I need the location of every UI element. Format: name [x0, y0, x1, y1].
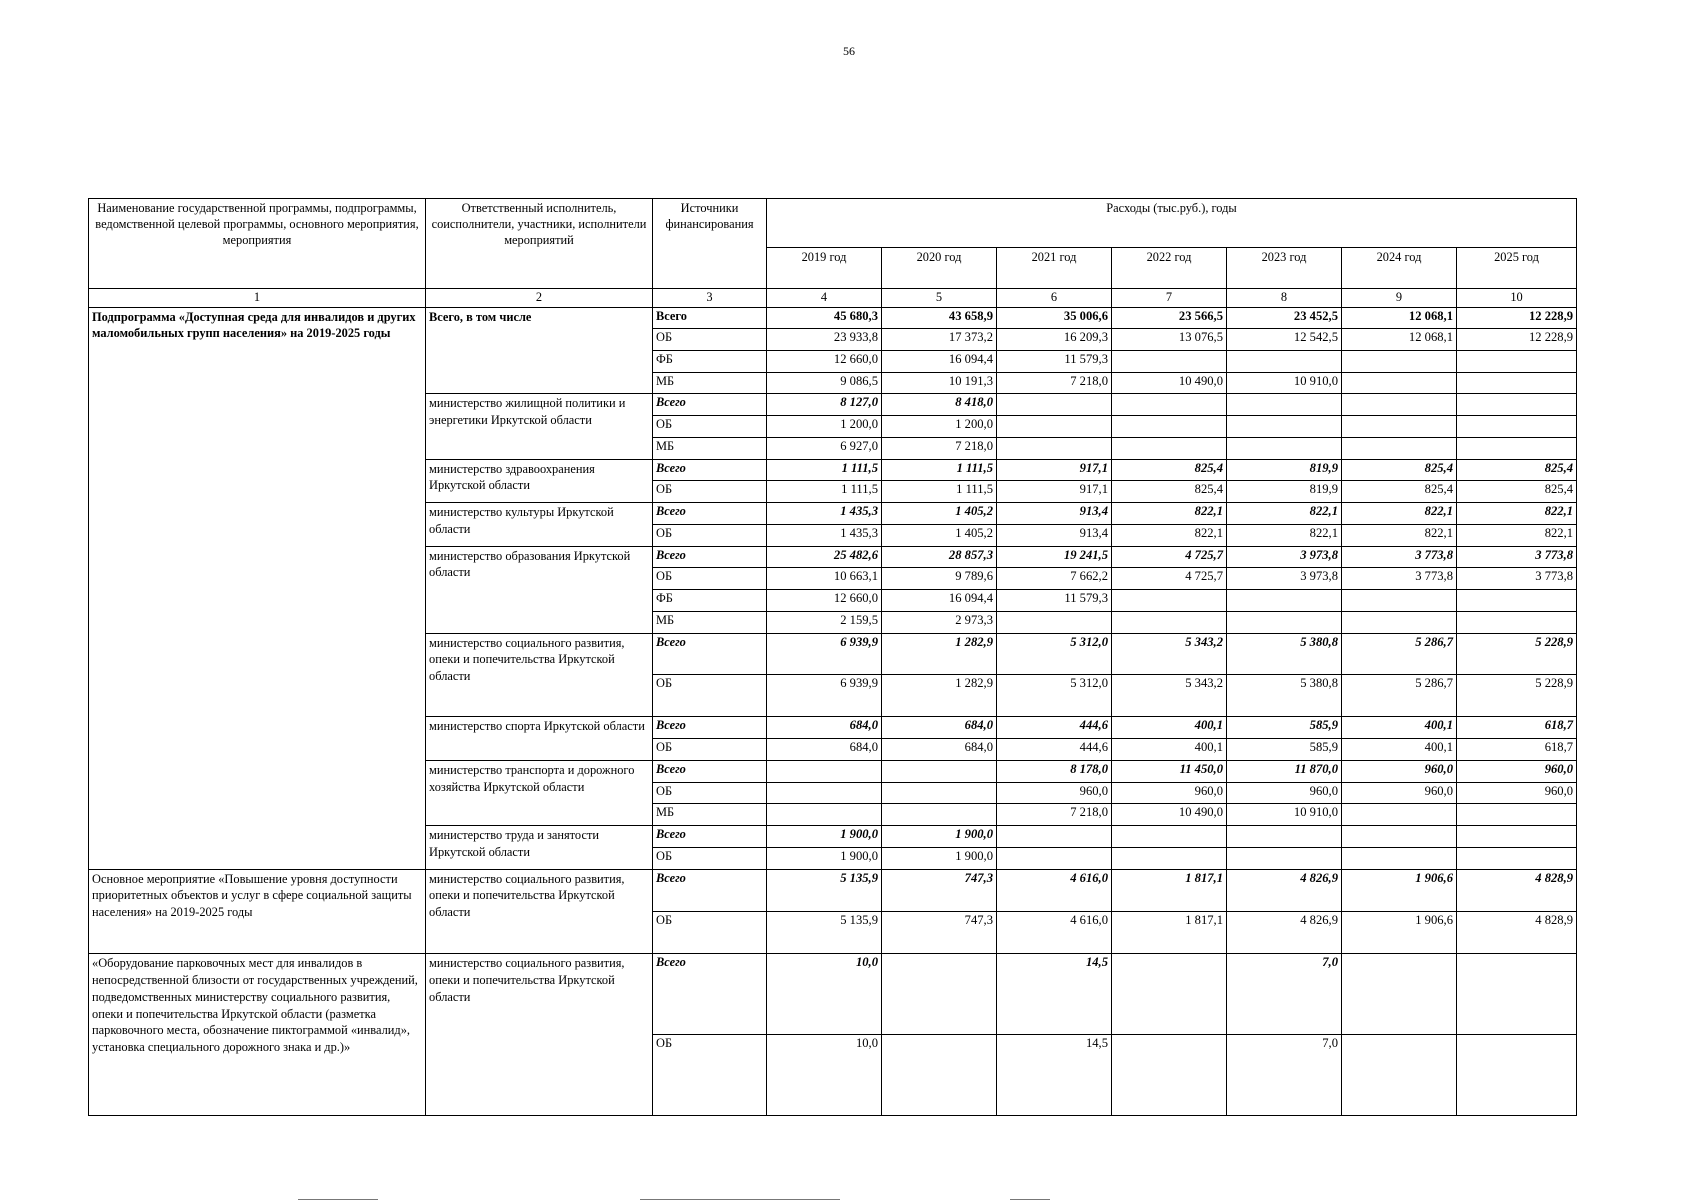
value-cell: 23 566,5: [1112, 307, 1227, 329]
value-cell: 8 418,0: [882, 394, 997, 416]
value-cell: [1457, 394, 1577, 416]
executor-cell: министерство культуры Иркутской области: [426, 503, 653, 546]
executor-cell: министерство транспорта и дорожного хозяйства Иркутской области: [426, 760, 653, 825]
value-cell: 1 900,0: [767, 826, 882, 848]
value-cell: 825,4: [1342, 459, 1457, 481]
value-cell: 4 725,7: [1112, 546, 1227, 568]
value-cell: 3 973,8: [1227, 546, 1342, 568]
value-cell: [1342, 1035, 1457, 1116]
value-cell: 6 927,0: [767, 437, 882, 459]
value-cell: [1457, 372, 1577, 394]
funding-source-cell: Всего: [653, 459, 767, 481]
value-cell: 1 111,5: [767, 481, 882, 503]
value-cell: 1 111,5: [882, 481, 997, 503]
value-cell: [997, 847, 1112, 869]
funding-source-cell: МБ: [653, 611, 767, 633]
executor-cell: министерство социального развития, опеки и попечительства Иркутской области: [426, 633, 653, 717]
header-executor: Ответственный исполнитель, соисполнители, участники, исполнители мероприятий: [426, 199, 653, 289]
value-cell: [1227, 611, 1342, 633]
value-cell: 14,5: [997, 1035, 1112, 1116]
value-cell: 960,0: [1457, 760, 1577, 782]
value-cell: 819,9: [1227, 459, 1342, 481]
program-name-cell: Подпрограмма «Доступная среда для инвалидов и других маломобильных групп населения» на 2019-2025 годы: [89, 307, 426, 869]
value-cell: [1342, 394, 1457, 416]
funding-source-cell: Всего: [653, 546, 767, 568]
value-cell: 960,0: [1112, 782, 1227, 804]
value-cell: 23 452,5: [1227, 307, 1342, 329]
value-cell: 12 660,0: [767, 351, 882, 373]
value-cell: [1112, 847, 1227, 869]
column-number: 3: [653, 289, 767, 308]
value-cell: [1227, 437, 1342, 459]
value-cell: [1227, 847, 1342, 869]
header-year: 2024 год: [1342, 247, 1457, 288]
header-program-name: Наименование государственной программы, подпрограммы, ведомственной целевой программы, основного мероприятия, мероприятия: [89, 199, 426, 289]
value-cell: [1342, 847, 1457, 869]
value-cell: [1342, 590, 1457, 612]
value-cell: 917,1: [997, 481, 1112, 503]
value-cell: 825,4: [1457, 459, 1577, 481]
value-cell: 822,1: [1227, 503, 1342, 525]
column-number: 10: [1457, 289, 1577, 308]
value-cell: 16 209,3: [997, 329, 1112, 351]
header-year: 2021 год: [997, 247, 1112, 288]
value-cell: 9 789,6: [882, 568, 997, 590]
value-cell: [1112, 416, 1227, 438]
executor-cell: министерство спорта Иркутской области: [426, 717, 653, 760]
value-cell: [997, 416, 1112, 438]
value-cell: 5 312,0: [997, 674, 1112, 716]
value-cell: [1457, 804, 1577, 826]
value-cell: 5 343,2: [1112, 633, 1227, 674]
value-cell: [1342, 826, 1457, 848]
funding-source-cell: ОБ: [653, 568, 767, 590]
value-cell: 2 973,3: [882, 611, 997, 633]
value-cell: [1457, 826, 1577, 848]
value-cell: [882, 760, 997, 782]
value-cell: [1227, 394, 1342, 416]
value-cell: 7,0: [1227, 954, 1342, 1035]
value-cell: 8 178,0: [997, 760, 1112, 782]
funding-source-cell: Всего: [653, 633, 767, 674]
executor-cell: министерство здравоохранения Иркутской области: [426, 459, 653, 502]
value-cell: 1 282,9: [882, 674, 997, 716]
value-cell: 585,9: [1227, 739, 1342, 761]
value-cell: 4 826,9: [1227, 911, 1342, 953]
value-cell: 3 773,8: [1342, 568, 1457, 590]
value-cell: 10 910,0: [1227, 804, 1342, 826]
value-cell: [1457, 416, 1577, 438]
value-cell: 4 828,9: [1457, 911, 1577, 953]
value-cell: 3 973,8: [1227, 568, 1342, 590]
value-cell: 4 828,9: [1457, 869, 1577, 911]
program-name-cell: Основное мероприятие «Повышение уровня доступности приоритетных объектов и услуг в сфере социальной защиты населения» на 2019-2025 годы: [89, 869, 426, 954]
value-cell: 6 939,9: [767, 674, 882, 716]
value-cell: 12 542,5: [1227, 329, 1342, 351]
table-row: [89, 954, 1577, 1035]
value-cell: 1 906,6: [1342, 911, 1457, 953]
value-cell: 1 900,0: [767, 847, 882, 869]
value-cell: 25 482,6: [767, 546, 882, 568]
executor-cell: министерство жилищной политики и энергетики Иркутской области: [426, 394, 653, 459]
value-cell: [1112, 1035, 1227, 1116]
funding-source-cell: Всего: [653, 503, 767, 525]
value-cell: [767, 804, 882, 826]
column-number: 2: [426, 289, 653, 308]
value-cell: 8 127,0: [767, 394, 882, 416]
value-cell: 684,0: [767, 739, 882, 761]
funding-source-cell: ОБ: [653, 416, 767, 438]
value-cell: 2 159,5: [767, 611, 882, 633]
value-cell: 14,5: [997, 954, 1112, 1035]
value-cell: [1227, 590, 1342, 612]
value-cell: [1112, 394, 1227, 416]
value-cell: 5 286,7: [1342, 633, 1457, 674]
value-cell: [1112, 826, 1227, 848]
value-cell: [1457, 351, 1577, 373]
value-cell: 825,4: [1112, 481, 1227, 503]
executor-cell: министерство социального развития, опеки и попечительства Иркутской области: [426, 954, 653, 1116]
value-cell: [997, 394, 1112, 416]
value-cell: 1 900,0: [882, 826, 997, 848]
value-cell: 11 870,0: [1227, 760, 1342, 782]
funding-source-cell: ОБ: [653, 782, 767, 804]
value-cell: 13 076,5: [1112, 329, 1227, 351]
funding-source-cell: Всего: [653, 954, 767, 1035]
value-cell: 10 490,0: [1112, 372, 1227, 394]
value-cell: 19 241,5: [997, 546, 1112, 568]
value-cell: 12 228,9: [1457, 329, 1577, 351]
value-cell: [1342, 611, 1457, 633]
funding-source-cell: МБ: [653, 437, 767, 459]
column-number: 6: [997, 289, 1112, 308]
value-cell: [1227, 416, 1342, 438]
value-cell: [997, 611, 1112, 633]
executor-cell: Всего, в том числе: [426, 307, 653, 394]
value-cell: 6 939,9: [767, 633, 882, 674]
value-cell: 7,0: [1227, 1035, 1342, 1116]
value-cell: 1 282,9: [882, 633, 997, 674]
value-cell: 10,0: [767, 1035, 882, 1116]
value-cell: 7 662,2: [997, 568, 1112, 590]
column-number: 1: [89, 289, 426, 308]
value-cell: 825,4: [1457, 481, 1577, 503]
table-row: [89, 307, 1577, 329]
funding-source-cell: Всего: [653, 760, 767, 782]
value-cell: 822,1: [1457, 524, 1577, 546]
header-year: 2022 год: [1112, 247, 1227, 288]
value-cell: 819,9: [1227, 481, 1342, 503]
value-cell: 10 490,0: [1112, 804, 1227, 826]
value-cell: [1342, 372, 1457, 394]
value-cell: [1342, 954, 1457, 1035]
value-cell: 444,6: [997, 739, 1112, 761]
funding-source-cell: ОБ: [653, 1035, 767, 1116]
funding-source-cell: Всего: [653, 717, 767, 739]
value-cell: 822,1: [1342, 524, 1457, 546]
value-cell: [1457, 954, 1577, 1035]
value-cell: 5 312,0: [997, 633, 1112, 674]
value-cell: [1112, 954, 1227, 1035]
executor-cell: министерство образования Иркутской области: [426, 546, 653, 633]
value-cell: 28 857,3: [882, 546, 997, 568]
value-cell: [1457, 1035, 1577, 1116]
value-cell: 1 435,3: [767, 524, 882, 546]
value-cell: [882, 1035, 997, 1116]
value-cell: 1 405,2: [882, 503, 997, 525]
funding-source-cell: МБ: [653, 804, 767, 826]
budget-table: [88, 198, 1577, 1116]
value-cell: 1 906,6: [1342, 869, 1457, 911]
value-cell: 400,1: [1112, 717, 1227, 739]
funding-source-cell: ОБ: [653, 481, 767, 503]
value-cell: 35 006,6: [997, 307, 1112, 329]
value-cell: 5 286,7: [1342, 674, 1457, 716]
value-cell: 12 228,9: [1457, 307, 1577, 329]
value-cell: 618,7: [1457, 739, 1577, 761]
value-cell: 4 725,7: [1112, 568, 1227, 590]
value-cell: 17 373,2: [882, 329, 997, 351]
value-cell: [1342, 804, 1457, 826]
column-number: 9: [1342, 289, 1457, 308]
value-cell: 43 658,9: [882, 307, 997, 329]
value-cell: [882, 782, 997, 804]
value-cell: 16 094,4: [882, 351, 997, 373]
value-cell: 11 579,3: [997, 351, 1112, 373]
value-cell: 822,1: [1227, 524, 1342, 546]
value-cell: 400,1: [1342, 739, 1457, 761]
value-cell: 7 218,0: [997, 372, 1112, 394]
value-cell: 960,0: [1342, 782, 1457, 804]
value-cell: 822,1: [1342, 503, 1457, 525]
value-cell: 5 135,9: [767, 869, 882, 911]
value-cell: 825,4: [1112, 459, 1227, 481]
value-cell: 1 111,5: [767, 459, 882, 481]
executor-cell: министерство социального развития, опеки и попечительства Иркутской области: [426, 869, 653, 954]
funding-source-cell: ФБ: [653, 590, 767, 612]
value-cell: 5 343,2: [1112, 674, 1227, 716]
value-cell: 5 228,9: [1457, 633, 1577, 674]
funding-source-cell: ОБ: [653, 524, 767, 546]
value-cell: 960,0: [1457, 782, 1577, 804]
value-cell: 23 933,8: [767, 329, 882, 351]
value-cell: 684,0: [882, 739, 997, 761]
header-year: 2023 год: [1227, 247, 1342, 288]
value-cell: 7 218,0: [882, 437, 997, 459]
value-cell: [1227, 826, 1342, 848]
value-cell: [882, 954, 997, 1035]
value-cell: 913,4: [997, 503, 1112, 525]
value-cell: 4 616,0: [997, 911, 1112, 953]
value-cell: 12 068,1: [1342, 307, 1457, 329]
value-cell: 5 380,8: [1227, 633, 1342, 674]
value-cell: [1457, 847, 1577, 869]
value-cell: [1112, 351, 1227, 373]
value-cell: [997, 826, 1112, 848]
value-cell: 618,7: [1457, 717, 1577, 739]
funding-source-cell: Всего: [653, 394, 767, 416]
value-cell: 400,1: [1342, 717, 1457, 739]
value-cell: 10 191,3: [882, 372, 997, 394]
value-cell: 45 680,3: [767, 307, 882, 329]
value-cell: 3 773,8: [1457, 546, 1577, 568]
value-cell: 822,1: [1457, 503, 1577, 525]
funding-source-cell: ОБ: [653, 739, 767, 761]
value-cell: [1227, 351, 1342, 373]
value-cell: 1 111,5: [882, 459, 997, 481]
column-numbers-row: [89, 289, 1577, 308]
column-number: 8: [1227, 289, 1342, 308]
column-number: 4: [767, 289, 882, 308]
value-cell: 1 200,0: [882, 416, 997, 438]
value-cell: 917,1: [997, 459, 1112, 481]
value-cell: 1 405,2: [882, 524, 997, 546]
header-year: 2019 год: [767, 247, 882, 288]
value-cell: 825,4: [1342, 481, 1457, 503]
value-cell: [1342, 437, 1457, 459]
value-cell: 5 228,9: [1457, 674, 1577, 716]
value-cell: 9 086,5: [767, 372, 882, 394]
value-cell: [997, 437, 1112, 459]
executor-cell: министерство труда и занятости Иркутской области: [426, 826, 653, 869]
value-cell: [1112, 611, 1227, 633]
header-expenses: Расходы (тыс.руб.), годы: [767, 199, 1577, 248]
value-cell: 5 135,9: [767, 911, 882, 953]
value-cell: [1457, 590, 1577, 612]
value-cell: 10,0: [767, 954, 882, 1035]
value-cell: 913,4: [997, 524, 1112, 546]
value-cell: [1457, 437, 1577, 459]
value-cell: 747,3: [882, 869, 997, 911]
value-cell: 960,0: [997, 782, 1112, 804]
value-cell: 684,0: [882, 717, 997, 739]
value-cell: 1 200,0: [767, 416, 882, 438]
funding-source-cell: ОБ: [653, 674, 767, 716]
value-cell: 12 068,1: [1342, 329, 1457, 351]
header-row: [89, 199, 1577, 248]
funding-source-cell: ОБ: [653, 847, 767, 869]
value-cell: 1 435,3: [767, 503, 882, 525]
funding-source-cell: ОБ: [653, 911, 767, 953]
value-cell: 1 817,1: [1112, 869, 1227, 911]
value-cell: [767, 782, 882, 804]
header-year: 2020 год: [882, 247, 997, 288]
value-cell: 822,1: [1112, 503, 1227, 525]
column-number: 5: [882, 289, 997, 308]
value-cell: 10 663,1: [767, 568, 882, 590]
value-cell: 4 826,9: [1227, 869, 1342, 911]
value-cell: [1112, 590, 1227, 612]
header-year: 2025 год: [1457, 247, 1577, 288]
value-cell: [882, 804, 997, 826]
value-cell: [1342, 416, 1457, 438]
value-cell: 444,6: [997, 717, 1112, 739]
funding-source-cell: Всего: [653, 826, 767, 848]
value-cell: 822,1: [1112, 524, 1227, 546]
value-cell: 4 616,0: [997, 869, 1112, 911]
value-cell: 7 218,0: [997, 804, 1112, 826]
funding-source-cell: Всего: [653, 307, 767, 329]
funding-source-cell: ОБ: [653, 329, 767, 351]
value-cell: 960,0: [1342, 760, 1457, 782]
funding-source-cell: МБ: [653, 372, 767, 394]
value-cell: 12 660,0: [767, 590, 882, 612]
value-cell: 3 773,8: [1342, 546, 1457, 568]
value-cell: 11 450,0: [1112, 760, 1227, 782]
column-number: 7: [1112, 289, 1227, 308]
value-cell: 10 910,0: [1227, 372, 1342, 394]
funding-source-cell: ФБ: [653, 351, 767, 373]
value-cell: 684,0: [767, 717, 882, 739]
value-cell: 1 900,0: [882, 847, 997, 869]
value-cell: 585,9: [1227, 717, 1342, 739]
page-number: 56: [843, 44, 855, 58]
value-cell: 11 579,3: [997, 590, 1112, 612]
value-cell: [1342, 351, 1457, 373]
value-cell: 3 773,8: [1457, 568, 1577, 590]
value-cell: 5 380,8: [1227, 674, 1342, 716]
table-row: [89, 869, 1577, 911]
program-name-cell: «Оборудование парковочных мест для инвалидов в непосредственной близости от государственных учреждений, подведомственных министерству социального развития, опеки и попечительства Иркутской области (разметка парковочного места, обозначение пиктограммой «инвалид», установка специального дорожного знака и др.)»: [89, 954, 426, 1116]
header-funding-source: Источники финансирования: [653, 199, 767, 289]
value-cell: [1112, 437, 1227, 459]
funding-source-cell: Всего: [653, 869, 767, 911]
value-cell: [1457, 611, 1577, 633]
value-cell: 747,3: [882, 911, 997, 953]
value-cell: 1 817,1: [1112, 911, 1227, 953]
value-cell: [767, 760, 882, 782]
value-cell: 16 094,4: [882, 590, 997, 612]
value-cell: 400,1: [1112, 739, 1227, 761]
value-cell: 960,0: [1227, 782, 1342, 804]
